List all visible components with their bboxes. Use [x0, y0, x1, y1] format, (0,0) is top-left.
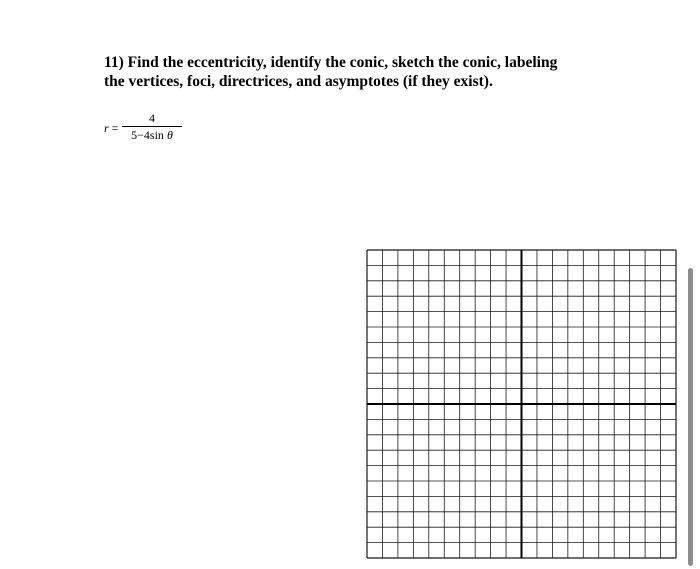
equation-lhs	[104, 121, 118, 136]
question-line-2: the vertices, foci, directrices, and asymptotes (if they exist).	[104, 73, 493, 90]
equation-numerator: 4	[122, 112, 182, 127]
equation-theta: θ	[166, 128, 173, 142]
equation-denominator-prefix: 5−4sin	[131, 128, 164, 142]
question-line-1: 11) Find the eccentricity, identify the conic, sketch the conic, labeling	[104, 54, 558, 71]
equation-equals: =	[111, 121, 119, 135]
vertical-scrollbar[interactable]	[688, 268, 693, 566]
equation-fraction	[122, 112, 182, 143]
question-text	[104, 53, 624, 91]
equation-denominator	[122, 127, 182, 143]
coordinate-grid	[366, 249, 677, 559]
equation-variable: r	[104, 121, 109, 135]
